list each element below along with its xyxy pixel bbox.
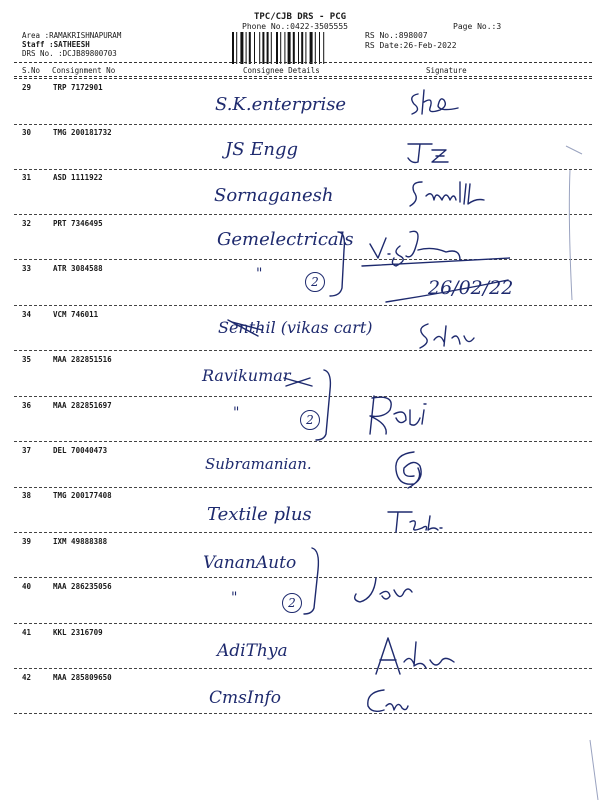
- signature: [370, 634, 460, 680]
- row-consignment: PRT 7346495: [53, 219, 103, 228]
- area-label: Area :RAMAKRISHNAPURAM: [22, 31, 122, 40]
- consignee-name: S.K.enterprise: [215, 94, 347, 115]
- signature: [362, 684, 412, 718]
- row-consignment: MAA 285809650: [53, 673, 112, 682]
- consignee-name: Senthil (vikas cart): [218, 318, 373, 337]
- row-sno: 40: [22, 582, 32, 591]
- drs-number: DRS No. :DCJB89800703: [22, 49, 117, 58]
- row-sno: 37: [22, 446, 32, 455]
- scan-marks: [560, 140, 600, 800]
- row-consignment: TMG 200177408: [53, 491, 112, 500]
- consignee-name: Textile plus: [207, 504, 312, 525]
- consignee-name: Sornaganesh: [214, 185, 334, 206]
- row-sno: 30: [22, 128, 32, 137]
- signature: [360, 390, 440, 440]
- group-count: 2: [288, 596, 296, 610]
- consignee-name: VananAuto: [203, 553, 297, 573]
- rs-number: RS No.:898007: [365, 31, 428, 40]
- col-sno: S.No: [22, 66, 41, 75]
- row-sno: 33: [22, 264, 32, 273]
- row-consignment: IXM 49888388: [53, 537, 108, 546]
- group-count: 2: [311, 275, 319, 289]
- row-sno: 32: [22, 219, 32, 228]
- phone-number: Phone No.:0422-3505555: [242, 22, 348, 31]
- row-consignment: MAA 286235056: [53, 582, 112, 591]
- signature: [402, 136, 462, 166]
- signature: [400, 84, 470, 120]
- row-consignment: MAA 282851516: [53, 355, 112, 364]
- page-number: Page No.:3: [453, 22, 502, 31]
- row-consignment: KKL 2316709: [53, 628, 103, 637]
- row-consignment: ATR 3084588: [53, 264, 103, 273]
- row-sno: 31: [22, 173, 32, 182]
- row-sno: 42: [22, 673, 32, 682]
- row-consignment: TMG 200181732: [53, 128, 112, 137]
- group-count: 2: [306, 413, 314, 427]
- row-consignment: VCM 746011: [53, 310, 99, 319]
- consignee-name: Subramanian.: [205, 455, 312, 473]
- col-consignment: Consignment No: [52, 66, 116, 75]
- ditto-mark: ": [233, 405, 240, 421]
- consignee-name: Gemelectricals: [217, 229, 354, 250]
- col-signature: Signature: [426, 66, 467, 75]
- row-sno: 41: [22, 628, 32, 637]
- consignee-name: CmsInfo: [209, 688, 282, 708]
- signature: [346, 574, 416, 606]
- row-sno: 35: [22, 355, 32, 364]
- consignee-name: AdiThya: [217, 641, 288, 661]
- consignee-name: Ravikumar: [202, 366, 291, 385]
- delivery-date: 26/02/22: [428, 277, 514, 299]
- row-sno: 34: [22, 310, 32, 319]
- consignee-name: JS Engg: [225, 139, 299, 160]
- signature: [412, 318, 482, 352]
- row-sno: 36: [22, 401, 32, 410]
- rs-date: RS Date:26-Feb-2022: [365, 41, 457, 50]
- signature: [390, 448, 430, 492]
- row-sno: 38: [22, 491, 32, 500]
- row-sno: 29: [22, 83, 32, 92]
- staff-label: Staff :SATHEESH: [22, 40, 90, 49]
- ditto-mark: ": [256, 266, 263, 282]
- row-consignment: TRP 7172901: [53, 83, 103, 92]
- row-consignment: DEL 70040473: [53, 446, 108, 455]
- row-consignment: ASD 1111922: [53, 173, 103, 182]
- col-consignee: Consignee Details: [243, 66, 320, 75]
- ditto-mark: ": [231, 590, 238, 606]
- row-consignment: MAA 282851697: [53, 401, 112, 410]
- row-sno: 39: [22, 537, 32, 546]
- signature: [384, 506, 454, 536]
- signature: [404, 174, 504, 214]
- document-title: TPC/CJB DRS - PCG: [253, 12, 347, 22]
